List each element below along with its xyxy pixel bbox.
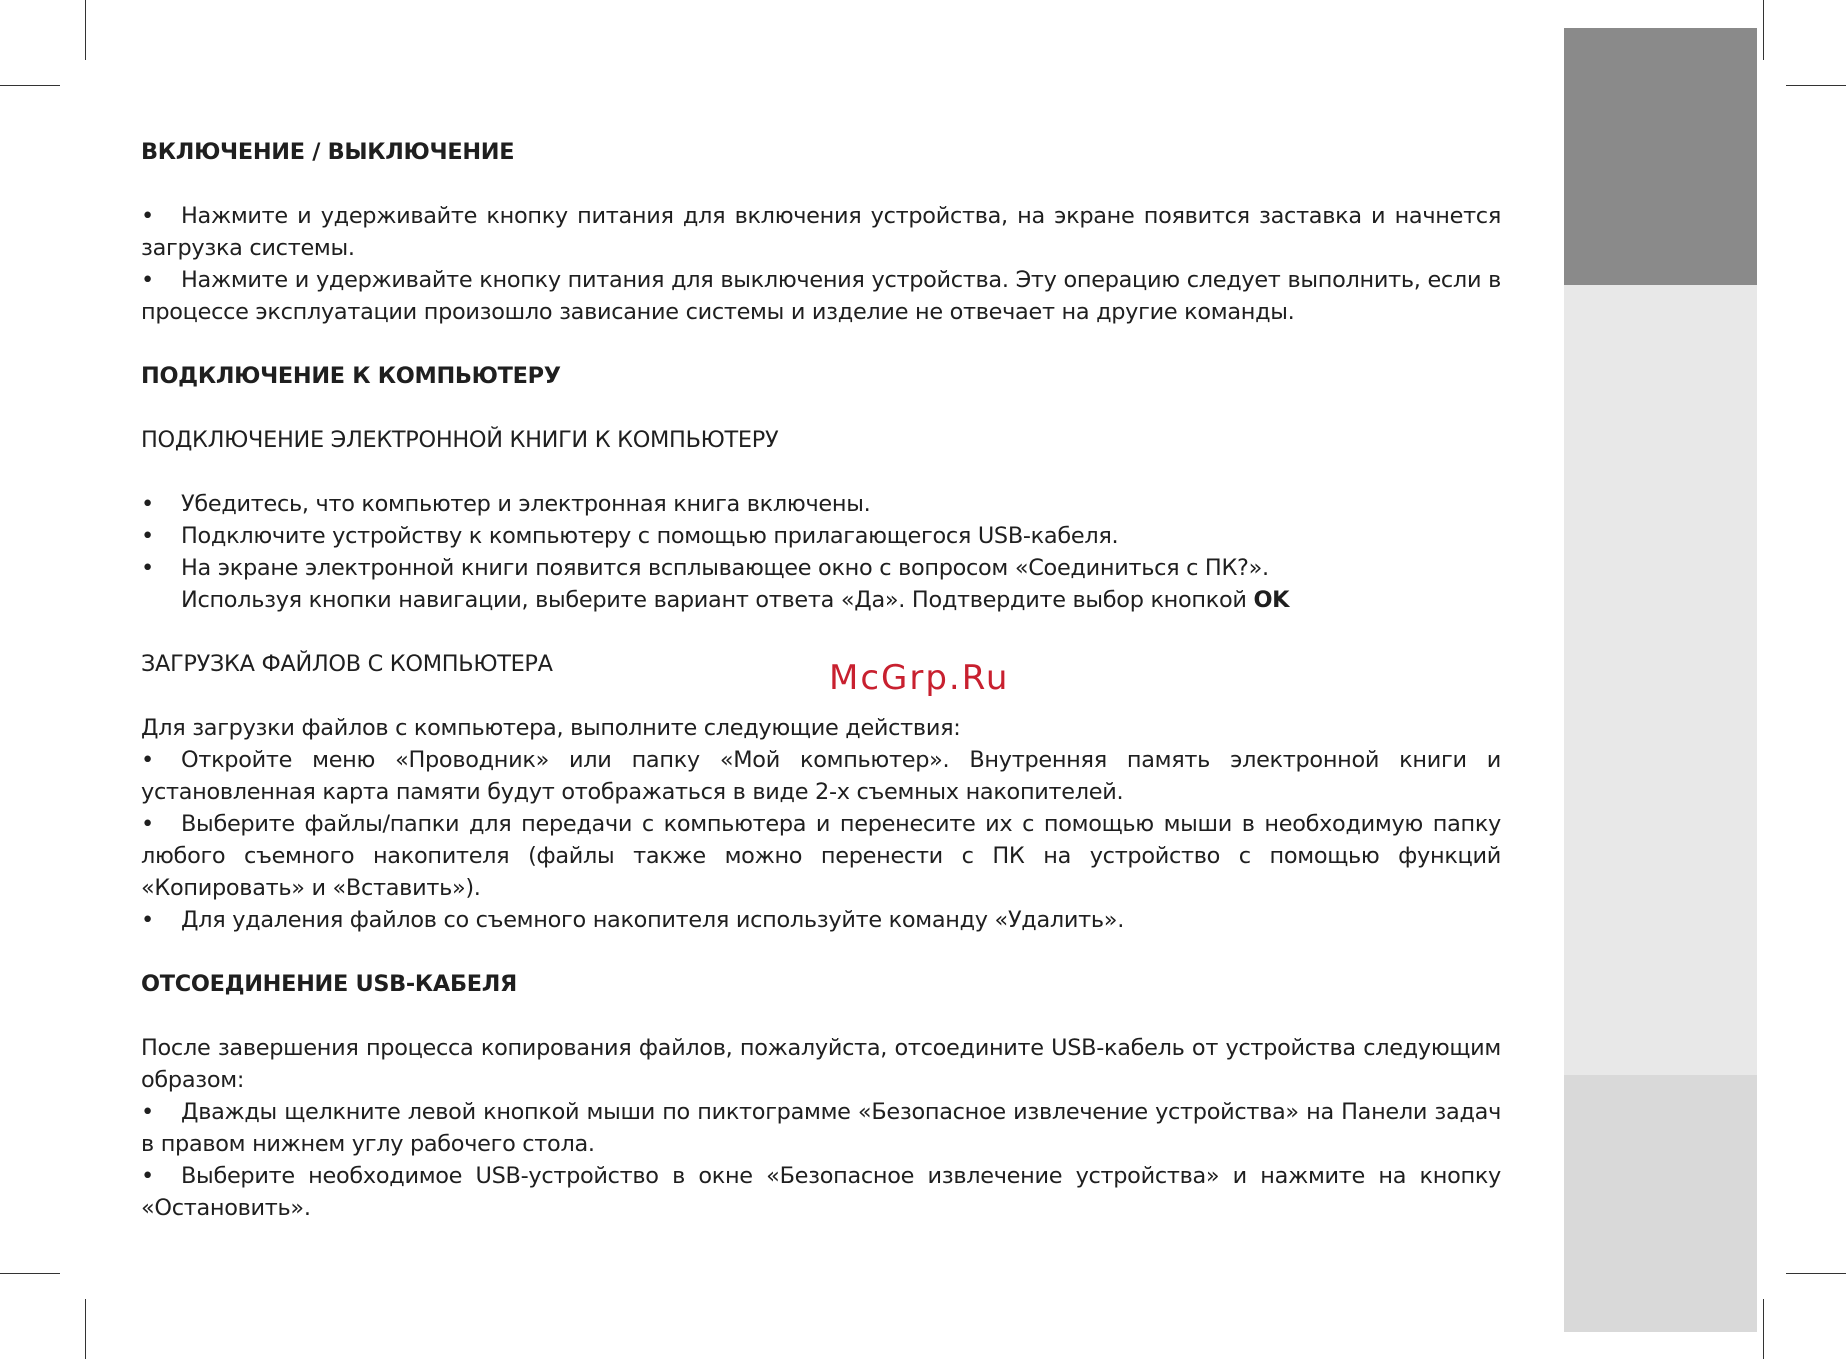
side-bottom-block	[1564, 1075, 1757, 1332]
bullet-icon: •	[141, 555, 154, 581]
page-content	[141, 136, 1501, 1224]
list-item	[141, 552, 1501, 616]
subheading-upload: ЗАГРУЗКА ФАЙЛОВ С КОМПЬЮТЕРА	[141, 651, 553, 677]
list-item	[141, 520, 1501, 552]
list-item-text: Используя кнопки навигации, выберите вариант ответа «Да». Подтвердите выбор кнопкой	[181, 587, 1247, 613]
section-heading-connect: ПОДКЛЮЧЕНИЕ К КОМПЬЮТЕРУ	[141, 363, 561, 389]
list-item-text: На экране электронной книги появится всплывающее окно с вопросом «Соединиться с ПК?».	[181, 555, 1269, 581]
list-item	[141, 744, 1501, 808]
crop-mark	[0, 85, 60, 86]
crop-mark	[0, 1273, 60, 1274]
subheading-connect-book: ПОДКЛЮЧЕНИЕ ЭЛЕКТРОННОЙ КНИГИ К КОМПЬЮТЕРУ	[141, 427, 779, 453]
list-item	[141, 200, 1501, 264]
bullet-icon: •	[141, 1099, 154, 1125]
crop-mark	[85, 0, 86, 60]
list-item-text: Выберите необходимое USB-устройство в окне «Безопасное извлечение устройства» и нажмите на кнопку «Остановить».	[141, 1163, 1501, 1221]
side-strip	[1564, 28, 1757, 1332]
bullet-icon: •	[141, 203, 154, 229]
paragraph: После завершения процесса копирования файлов, пожалуйста, отсоедините USB-кабель от устройства следующим образом:	[141, 1035, 1501, 1093]
section-heading-disconnect: ОТСОЕДИНЕНИЕ USB-КАБЕЛЯ	[141, 971, 517, 997]
list-item-text: Нажмите и удерживайте кнопку питания для включения устройства, на экране появится заставка и начнется загрузка системы.	[141, 203, 1501, 261]
list-item-text: Нажмите и удерживайте кнопку питания для выключения устройства. Эту операцию следует выполнить, если в процессе эксплуатации произошло зависание системы и изделие не отвечает на другие команды.	[141, 267, 1501, 325]
crop-mark	[1786, 85, 1846, 86]
list-item	[141, 488, 1501, 520]
bullet-icon: •	[141, 907, 154, 933]
list-item	[141, 1160, 1501, 1224]
crop-mark	[1763, 0, 1764, 60]
bullet-icon: •	[141, 491, 154, 517]
list-item-text: Дважды щелкните левой кнопкой мыши по пиктограмме «Безопасное извлечение устройства» на Панели задач в правом нижнем углу рабочего стола.	[141, 1099, 1501, 1157]
list-item	[141, 808, 1501, 904]
list-item	[141, 1096, 1501, 1160]
section-heading-power: ВКЛЮЧЕНИЕ / ВЫКЛЮЧЕНИЕ	[141, 139, 515, 165]
bullet-icon: •	[141, 811, 154, 837]
list-item	[141, 904, 1501, 936]
bullet-icon: •	[141, 267, 154, 293]
watermark: McGrp.Ru	[829, 658, 1010, 698]
list-item-text: Выберите файлы/папки для передачи с компьютера и перенесите их с помощью мыши в необходимую папку любого съемного накопителя (файлы также можно перенести с ПК на устройство с помощью функций «Копировать» и «Вставить»).	[141, 811, 1501, 901]
list-item-text: Откройте меню «Проводник» или папку «Мой компьютер». Внутренняя память электронной книги и установленная карта памяти будут отображаться в виде 2-х съемных накопителей.	[141, 747, 1501, 805]
bullet-icon: •	[141, 747, 154, 773]
bullet-icon: •	[141, 1163, 154, 1189]
paragraph: Для загрузки файлов с компьютера, выполните следующие действия:	[141, 715, 961, 741]
crop-mark	[85, 1299, 86, 1359]
crop-mark	[1763, 1299, 1764, 1359]
ok-button-label: OK	[1253, 587, 1290, 613]
list-item	[141, 264, 1501, 328]
bullet-icon: •	[141, 523, 154, 549]
side-tab	[1564, 28, 1757, 285]
list-item-text: Подключите устройству к компьютеру с помощью прилагающегося USB-кабеля.	[181, 523, 1119, 549]
list-item-text: Для удаления файлов со съемного накопителя используйте команду «Удалить».	[181, 907, 1125, 933]
crop-mark	[1786, 1273, 1846, 1274]
list-item-text: Убедитесь, что компьютер и электронная книга включены.	[181, 491, 871, 517]
